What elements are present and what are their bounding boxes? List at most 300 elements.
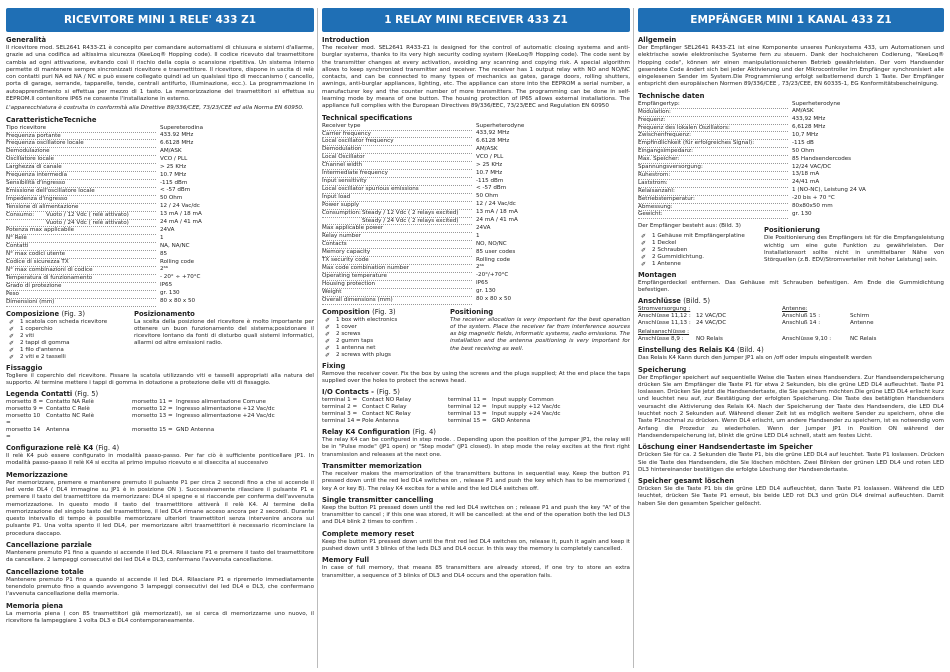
component-label: 2 gumm taps xyxy=(336,337,374,344)
spec-row xyxy=(322,225,630,233)
spec-value: 12 / 24 Vac/dc xyxy=(476,201,516,208)
terminal-cell: terminal 13 = xyxy=(448,411,487,418)
connection-cell: Anschlüsse 11,13 : xyxy=(638,320,691,327)
section-title: Positioning xyxy=(450,307,494,316)
memorization-text: Per memorizzare, premere e mantenere premuto il pulsante P1 per circa 2 secondi fino a che si accende il led verde DL4 ( DL4 immagine su JP1 è in posizione ON ). Successivamente rilasciare il pulsante P1 e premere il tasto del trasmettitore da memorizzare: DL4 si spegne e si riaccende per conferma dell'avvenuta memorizzazione. In questo modo il tasto del trasmettitore attiverà il relè K4. Al termine della memorizzazione del singolo tasto del trasmettitore, il led DL4 rimane acceso ancora per 2 secondi. Durante questo intervallo di tempo è possibile memorizzare ulteriori trasmettitori senza intervenire ancora sul pulsante P1. Una volta spento il led DL4, per memorizzare altri trasmettitori è necessario ricominciare la procedura daccapo. xyxy=(6,479,314,537)
spec-label: Zwischenfrequenz: xyxy=(638,132,788,140)
terminal-cell: morsetto 12 = xyxy=(132,406,173,413)
connection-cell: Anschlüsse 8,9 : xyxy=(638,336,684,343)
component-label: 1 scatola con scheda ricevitore xyxy=(20,318,108,325)
section-title: I/O Contacts - xyxy=(322,388,374,397)
spec-row xyxy=(6,140,314,148)
spec-row xyxy=(638,187,944,195)
section-title: Generalità xyxy=(6,36,47,44)
connection-cell: 24 VAC/DC xyxy=(696,320,727,327)
spec-value: 50 Ohm xyxy=(160,195,183,202)
parts-intro: Der Empfänger besteht aus: (Bild. 3) xyxy=(638,223,741,230)
spec-label: Oscillatore locale xyxy=(6,156,156,164)
spec-row xyxy=(6,274,314,282)
spec-label: N° max combinazioni di codice xyxy=(6,266,156,274)
spec-label xyxy=(6,219,156,227)
spec-value: AM/ASK xyxy=(160,147,182,154)
terminal-cell: Contact C Relay xyxy=(362,404,407,411)
spec-row xyxy=(322,249,630,257)
antenna-heading: Antenne: xyxy=(782,306,808,313)
component-label: 1 Gehäuse mit Empfängerplatine xyxy=(652,232,745,239)
spec-row xyxy=(6,243,314,251)
spec-value: Rolling code xyxy=(160,258,195,265)
spec-row xyxy=(638,108,944,116)
composition-block xyxy=(6,307,314,361)
spec-value: -20 bis + 70 °C xyxy=(792,195,835,202)
spec-label: Channel width xyxy=(322,162,472,170)
spec-value: -115 dBm xyxy=(160,179,188,186)
complete-reset-text: Keep the button P1 pressed down until the first red led DL4 switches on, release it, push it again and keep it pushed down until 3 blinks of the leds DL3 and DL4 occur. In this way the memory is completely cancelled. xyxy=(322,538,630,553)
spec-value: 13 mA / 18 mA xyxy=(160,211,202,218)
terminal-cell: terminal 11 = xyxy=(448,397,487,404)
positioning-text: The receiver allocation is very important for the best operation of the system. Place the receiver far from interference sources as big magnetic fields, informatic systems, radio emissions. The installation and the antenna positioning is very important for the best receiving as well. xyxy=(450,316,630,352)
spec-value: 10.7 MHz xyxy=(160,171,187,178)
component-item xyxy=(6,340,126,347)
figure-ref: (Fig. 4) xyxy=(412,428,436,437)
figure-ref: (Fig. 3) xyxy=(61,309,86,318)
spec-label: Local oscillator frequency xyxy=(322,138,472,146)
terminal-cell: GND Antenna xyxy=(492,418,531,425)
terminal-cell: Input supply +12 Vac/dc xyxy=(492,404,561,411)
pen-icon: ✐ xyxy=(324,337,331,345)
column-german xyxy=(638,8,944,668)
section-title: Speicherung xyxy=(638,365,687,374)
terminal-row xyxy=(322,397,630,404)
banner-italian: RICEVITORE MINI 1 RELE' 433 Z1 xyxy=(6,8,314,32)
spec-row xyxy=(322,272,630,280)
connection-row xyxy=(638,313,944,320)
terminal-cell: Contatto NA Relè xyxy=(46,399,94,406)
spec-label: Max applicable power xyxy=(322,225,472,233)
spec-label: Input sensitivity xyxy=(322,178,472,186)
component-item xyxy=(322,331,442,338)
spec-label: Demodulation xyxy=(322,146,472,154)
spec-label: Frequenza intermedia xyxy=(6,172,156,180)
component-item xyxy=(322,317,442,324)
conformity-text: L'apparecchiatura è costruita in conformità alla Direttive 89/336/CEE, 73/23/CEE ed alla Norma EN 60950. xyxy=(6,105,304,112)
spec-value: -115 dB xyxy=(792,139,814,146)
spec-label: Demodulazione xyxy=(6,148,156,156)
section-title: Complete memory reset xyxy=(322,529,415,538)
figure-ref: (Fig. 5) xyxy=(74,390,99,399)
connection-row xyxy=(638,320,944,327)
connection-cell: Anschlüsse 11,12 : xyxy=(638,313,691,320)
component-label: 1 coperchio xyxy=(20,325,53,332)
spec-row xyxy=(322,170,630,178)
delete-key-text: Drücken Sie für ca. 2 Sekunden die Taste P1, bis die grüne LED DL4 auf leuchtet. Taste P1 loslassen. Drücken Sie die Taste des Handsenders, die Sie löschen möchten. Zwei Blinken der grünen LED DL4 und roten LED DL3 hintereinander bestätigen die erfolgte Löschung der Handsendertaste. xyxy=(638,452,944,473)
spec-label: Dimensioni (mm) xyxy=(6,298,156,306)
memory-full-text: La memoria piena ( con 85 trasmettitori già memorizzati), se si cerca di memorizzarne uno nuovo, il ricevitore fa lampeggiare 1 volta DL3 e DL4 contemporaneamente. xyxy=(6,610,314,624)
column-divider xyxy=(317,8,318,668)
terminal-cell: terminal 2 = xyxy=(322,404,358,411)
spec-label: Impedenza d'ingresso xyxy=(6,195,156,203)
pen-icon: ✐ xyxy=(324,323,331,331)
spec-value: 50 Ohm xyxy=(792,147,815,154)
pen-icon: ✐ xyxy=(640,232,647,240)
spec-value: AM/ASK xyxy=(792,108,814,115)
general-text: Il ricevitore mod. SEL2641 R433-Z1 è concepito per comandare automatismi di chiusura e sistemi d'allarme, grazie ad una codifica ad altissima sicurezza (KeeLoq® Hopping code). Il codice ricevuto dal trasmettitore cambia ad ogni attivazione, evitando così il rischio della copia o scansione ripetitiva. Un sistema interno permette di mantenere sempre sincronizzati ricevitore e trasmettitore. Il ricevitore, dispone in uscita di relè con contatti puri NA ed NA / NC e può essere collegato quindi ad un qualsiasi tipo di meccanismo ( cancello, porta di garage, serrande, tapparelle, tende, centrali antifurto, illuminazione, ecc.). La programmazione in autoapprendimento si effettua per mezzo di 1 tasto. La memorizzazione dei trasmettitori si effettua su EEPROM.Il contenitore IP65 ne consente l'installazione in esterno. xyxy=(6,45,314,103)
component-label: 2 tappi di gomma xyxy=(20,339,70,346)
connection-cell: Anschluß 15 : xyxy=(782,313,821,320)
spec-label: Betriebstemperatur: xyxy=(638,195,788,203)
component-item xyxy=(322,352,442,359)
spec-row xyxy=(6,298,314,306)
section-title: Positionierung xyxy=(764,226,820,235)
section-title: Allgemein xyxy=(638,36,677,44)
component-item xyxy=(6,354,126,361)
spec-row xyxy=(6,180,314,188)
spec-value: 50 Ohm xyxy=(476,193,499,200)
terminal-cell: Ingresso alimentazione Comune xyxy=(176,399,266,406)
spec-value: Rolling code xyxy=(476,256,511,263)
spec-value: VCO / PLL xyxy=(476,153,504,160)
spec-value: 24VA xyxy=(160,226,175,233)
terminal-row xyxy=(322,411,630,418)
spec-label: Weight xyxy=(322,288,472,296)
spec-label: Laststrom: xyxy=(638,179,788,187)
component-label: 2 screws xyxy=(336,330,361,337)
spec-row xyxy=(322,193,630,201)
spec-row xyxy=(638,148,944,156)
spec-row xyxy=(322,154,630,162)
positioning-text: La scelta della posizione del ricevitore è molto importante per ottenere un buon funzionamento del sistema;posizionare il ricevitore lontano da fonti di disturbo quali sistemi informatici, allarmi od altre emissioni radio. xyxy=(134,318,314,347)
spec-value: 85 user codes xyxy=(476,248,516,255)
consumption-condition: Steady / 24 Vdc ( 2 relays excited) xyxy=(362,217,459,224)
spec-value: 24/41 mA xyxy=(792,179,820,186)
spec-row xyxy=(322,123,630,130)
pen-icon: ✐ xyxy=(640,253,647,261)
spec-label: Input load xyxy=(322,193,472,201)
spec-row xyxy=(638,171,944,179)
spec-label: Empfängertyp: xyxy=(638,101,788,108)
spec-label: Abmessung: xyxy=(638,203,788,211)
spec-label: Frequenz des lokalen Oszillators: xyxy=(638,124,788,132)
spec-label: Relaisanzahl: xyxy=(638,187,788,195)
spec-value: < -57 dBm xyxy=(476,185,507,192)
total-cancel-text: Mantenere premuto P1 fino a quando si accende il led DL4. Rilasciare P1 e ripremerlo immediatamente tenendolo premuto fino a quando avvengono 3 lampeggi consecutivi dei led DL4 e DL3, che confermano l'avvenuta cancellazione della memoria. xyxy=(6,576,314,598)
spec-label: Spannungsversorgung: xyxy=(638,164,788,172)
spec-label: Peso xyxy=(6,290,156,298)
spec-row xyxy=(638,164,944,172)
terminal-cell: terminal 3 = xyxy=(322,411,358,418)
component-label: 1 filo d'antenna xyxy=(20,346,64,353)
spec-row xyxy=(6,290,314,298)
pen-icon: ✐ xyxy=(8,325,15,333)
banner-english: 1 RELAY MINI RECEIVER 433 Z1 xyxy=(322,8,630,32)
spec-value: 2⁶⁶ xyxy=(476,264,485,271)
terminal-cell: morsetto 9 = xyxy=(6,406,44,413)
spec-value: 433,92 MHz xyxy=(792,116,826,123)
spec-row xyxy=(322,264,630,272)
terminal-row xyxy=(322,404,630,411)
pen-icon: ✐ xyxy=(8,353,15,361)
spec-row xyxy=(6,203,314,211)
pen-icon: ✐ xyxy=(8,346,15,354)
spec-value: 1 xyxy=(476,232,480,239)
spec-value: 80x80x50 mm xyxy=(792,203,833,210)
section-title: Configurazione relè K4 xyxy=(6,444,94,453)
component-item xyxy=(638,240,756,247)
component-item xyxy=(638,261,756,268)
spec-row xyxy=(322,280,630,288)
terminal-cell: morsetto 11 = xyxy=(132,399,173,406)
figure-ref: (Fig. 4) xyxy=(95,444,120,453)
composition-block xyxy=(322,305,630,359)
terminal-cell: morsetto 14 = xyxy=(6,427,41,441)
spec-row xyxy=(638,101,944,108)
terminal-cell: Ingresso alimentazione +12 Vac/dc xyxy=(176,406,275,413)
spec-row xyxy=(6,132,314,140)
spec-label: Local oscillator spurious emissions xyxy=(322,185,472,193)
partial-cancel-text: Mantenere premuto P1 fino a quando si accende il led DL4. Rilasciare P1 e premere il tasto del trasmettitore da cancellare. 2 lampeggi consecutivi dei led DL4 e DL3, confermano l'avvenuta cancellazione. xyxy=(6,550,314,564)
mounting-text: Empfängerdeckel entfernen. Das Gehäuse mit Schrauben befestigen. Am Ende die Gummidichtung befestigen. xyxy=(638,279,944,293)
spec-row xyxy=(638,195,944,203)
component-label: 2 Schrauben xyxy=(652,246,688,253)
consumption-row xyxy=(322,209,630,217)
pen-icon: ✐ xyxy=(324,351,331,359)
component-item xyxy=(6,319,126,326)
connection-cell: Antenne xyxy=(850,320,874,327)
spec-row xyxy=(638,211,944,219)
general-text: Der Empfänger SEL2641 R433-Z1 ist eine Komponente unseres Funksystems 433, um Automationen und elektrische sowie elektronische Systeme fern zu steuern. Dank der hochsicheren Codierung, "KeeLoq® Hopping code", können wir einen manipulationssicheren Betrieb gewährleisten. Der vom Handsender gesendete Code ändert sich bei jeder Aktivierung und der Mikrocontroller im Empfänger synchronisiert alle eingelesenen Sender im System.Die Programmierung erfolgt selbstlernend durch 1 Taste. Der Empfänger entspricht den europäischen Normen 89/336/CEE , 73/23/CEE, EN 60335-1, EG Konformitätsbescheinigung. xyxy=(638,45,944,88)
pen-icon: ✐ xyxy=(324,330,331,338)
section-title: Memory Full xyxy=(322,556,370,565)
single-cancel-text: Keep the button P1 pressed down until the red led DL4 switches on ; release P1 and push the key "A" of the transmitter to cancel ; if this one was stored, it will be cancelled: at the end of the operation both the led DL3 and DL4 blink 2 times to confirm . xyxy=(322,504,630,526)
terminal-cell: Ingresso alimentazione +24 Vac/dc xyxy=(176,413,275,420)
spec-label: Grado di protezione xyxy=(6,282,156,290)
component-label: 2 viti xyxy=(20,332,34,339)
spec-value: NO, NO/NC xyxy=(476,240,507,247)
spec-row xyxy=(638,124,944,132)
component-label: 2 viti e 2 tasselli xyxy=(20,353,66,360)
spec-value: -115 dBm xyxy=(476,177,504,184)
terminal-cell: Contact NC Relay xyxy=(362,411,411,418)
spec-label: Larghezza di canale xyxy=(6,164,156,172)
section-title: Memorizzazione xyxy=(6,470,68,479)
fixing-text: Togliere il coperchio del ricevitore. Fissare la scatola utilizzando viti e tasselli appropriati alla natura del supporto. Al termine mettere i tappi di gomma in dotazione a protezione delle viti di fissaggio. xyxy=(6,372,314,386)
consumption-condition: Steady / 12 Vdc ( 2 relays excited) xyxy=(362,209,459,216)
consumption-condition: Vuoto / 12 Vdc ( relè attivato) xyxy=(46,211,129,218)
connection-cell: 12 VAC/DC xyxy=(696,313,727,320)
spec-row xyxy=(638,116,944,124)
spec-value: 433,92 MHz xyxy=(476,130,510,137)
connection-cell: Anschluß 14 : xyxy=(782,320,821,327)
spec-value: 80 x 80 x 50 xyxy=(476,296,512,303)
section-title: Technical specifications xyxy=(322,113,413,122)
spec-row xyxy=(322,296,630,304)
component-label: 1 Deckel xyxy=(652,239,677,246)
section-title: Cancellazione parziale xyxy=(6,541,92,550)
spec-value: > 25 KHz xyxy=(160,163,187,170)
terminal-row xyxy=(6,413,314,427)
parts-block xyxy=(638,223,944,267)
spec-value: 12/24 VAC/DC xyxy=(792,163,832,170)
section-title: CaratteristicheTecniche xyxy=(6,115,97,124)
spec-row xyxy=(322,130,630,138)
intro-text: The receiver mod. SEL2641 R433-Z1 is designed for the control of automatic closing systems and anti-burglar systems, thanks to its very high security coding system (KeeLoq® Hopping code). The code sent by the transmitter changes at every activation, avoiding any scanning and copying risk. A special algorithm allows to keep synchronized transmitter and receiver. The receiver has 1 output relay with NO and NO/NC contacts, and can be connected to many types of mechanics as gates, garage doors, rolling shutters, awnings, anti-burglar appliances, lighting, etc. The appliance can store into the EEPROM a serial number, a manufacturer key and the counter number of more transmitters. The programming can be done in self-learning mode by means of one button. The housing protection of IP65 allows external installations. The appliance full complies with the European Directives 89/336/EEC, 73/23/EEC and Regulation EN 60950 xyxy=(322,45,630,110)
terminal-legend xyxy=(322,397,630,425)
spec-label: Carrier frequency xyxy=(322,130,472,138)
spec-value: 85 Handsendercodes xyxy=(792,155,852,162)
component-label: 1 cover xyxy=(336,323,357,330)
spec-row xyxy=(6,195,314,203)
terminal-cell: terminal 14 = xyxy=(322,418,361,425)
spec-label: Frequenza portante xyxy=(6,132,156,140)
positioning-text: Die Positionierung des Empfängers ist für die Empfangsleistung wichtig um eine gute Funktion zu gewährleisten. Der Installationsort sollte nicht in unmittelbarer Nähe von Störquellen (z.B. EDV/Stromverteiler mit hoher Leistung) sein. xyxy=(764,235,944,264)
memory-full-text: In case of full memory, that means 85 transmitters are already stored, if one try to store an extra transmitter, a sequence of 3 blinks of DL3 and DL4 occurs and the operation fails. xyxy=(322,565,630,579)
spec-value: -20°/+70°C xyxy=(476,272,509,279)
column-italian xyxy=(6,8,314,668)
figure-ref: (Bild. 5) xyxy=(683,297,710,306)
spec-label: Local Oscillator xyxy=(322,154,472,162)
spec-value: 433.92 MHz xyxy=(160,132,194,139)
connection-row xyxy=(638,336,944,343)
consumption-condition: Vuoto / 24 Vdc ( relè attivato) xyxy=(46,219,129,226)
spec-label: Overall dimensions (mm) xyxy=(322,296,472,304)
spec-value: 24 mA / 41 mA xyxy=(160,219,202,226)
terminal-cell: morsetto 15 = xyxy=(132,427,173,434)
figure-ref: (Bild. 4) xyxy=(737,346,764,355)
component-item xyxy=(322,324,442,331)
spec-value: 6.6128 MHz xyxy=(476,137,510,144)
component-item xyxy=(638,254,756,261)
spec-value: < -57 dBm xyxy=(160,187,191,194)
spec-value: 13 mA / 18 mA xyxy=(476,209,518,216)
spec-label: Gewicht: xyxy=(638,211,788,219)
section-title: Einstellung des Relais K4 xyxy=(638,346,735,355)
component-item xyxy=(322,345,442,352)
spec-value: 80 x 80 x 50 xyxy=(160,298,196,305)
spec-row xyxy=(638,140,944,148)
spec-row xyxy=(6,164,314,172)
pen-icon: ✐ xyxy=(324,316,331,324)
spec-value: 85 xyxy=(160,250,168,257)
relay-heading: Relaisanschlüsse : xyxy=(638,329,690,336)
section-title: Technische daten xyxy=(638,91,705,100)
terminal-cell: morsetto 8 = xyxy=(6,399,44,406)
spec-label: Emissione dell'oscillatore locale xyxy=(6,187,156,195)
terminal-cell: GND Antenna xyxy=(176,427,215,434)
spec-row xyxy=(6,282,314,290)
spec-table xyxy=(6,125,314,307)
terminal-cell: morsetto 10 = xyxy=(6,413,41,427)
consumption-label: Consumo: xyxy=(6,211,35,218)
spec-row xyxy=(322,146,630,154)
terminal-cell: Contatto C Relè xyxy=(46,406,90,413)
terminal-cell: Pole Antenna xyxy=(362,418,399,425)
spec-value: IP65 xyxy=(160,282,173,289)
spec-label: Tensione di alimentazione xyxy=(6,203,156,211)
spec-value: 12 / 24 Vac/dc xyxy=(160,203,200,210)
component-label: 1 box with electronics xyxy=(336,316,398,323)
spec-label: Sensibilità d'ingresso xyxy=(6,180,156,188)
section-title: Speicher gesamt löschen xyxy=(638,477,735,486)
spec-label: Contacts xyxy=(322,241,472,249)
spec-label: Operating temperature xyxy=(322,272,472,280)
spec-label: N° Relè xyxy=(6,235,156,243)
section-title: Posizionamento xyxy=(134,309,195,318)
section-title: Fissaggio xyxy=(6,363,43,372)
consumption-row xyxy=(6,211,314,219)
section-title: Anschlüsse xyxy=(638,297,681,306)
spec-value: NA, NA/NC xyxy=(160,242,190,249)
figure-ref: (Fig. 3) xyxy=(372,307,396,316)
terminal-cell: terminal 15 = xyxy=(448,418,487,425)
spec-row xyxy=(6,172,314,180)
figure-ref: (Fig. 5) xyxy=(376,388,400,397)
component-label: 1 antenna net xyxy=(336,344,376,351)
spec-label: Power supply xyxy=(322,201,472,209)
section-title: Introduction xyxy=(322,36,370,44)
pen-icon: ✐ xyxy=(8,318,15,326)
k4-text: Das Relais K4 Kann durch den Jumper JP1 als on /off oder impuls eingestellt werden xyxy=(638,355,872,362)
terminal-cell: Input supply Common xyxy=(492,397,554,404)
spec-label: Tipo ricevitore xyxy=(6,125,156,132)
section-title: Memoria piena xyxy=(6,601,63,610)
spec-value: gr. 130 xyxy=(792,210,812,217)
consumption-label: Consumption: xyxy=(322,209,361,216)
pen-icon: ✐ xyxy=(640,246,647,254)
spec-label: Receiver type xyxy=(322,123,472,130)
spec-value: Supereterodina xyxy=(160,124,204,131)
spec-label: Housing protection xyxy=(322,280,472,288)
spec-label: TX security code xyxy=(322,257,472,265)
section-title: Transmitter memorization xyxy=(322,462,422,470)
column-divider xyxy=(633,8,634,668)
connection-cell: NO Relais xyxy=(696,336,723,343)
spec-row xyxy=(6,187,314,195)
spec-value: 10.7 MHz xyxy=(476,169,503,176)
spec-row xyxy=(322,233,630,241)
component-label: 1 Antenne xyxy=(652,260,681,267)
fixing-text: Remove the receiver cover. Fix the box by using the screws and the plugs supplied; At the end place the taps supplied over the holes to protect the screws head. xyxy=(322,370,630,384)
spec-row xyxy=(6,227,314,235)
spec-label: Empfindlichkeit (für erfolgreiches Signal): xyxy=(638,140,788,148)
terminal-row xyxy=(322,418,630,425)
spec-row xyxy=(6,266,314,274)
consumption-row xyxy=(6,219,314,227)
spec-label: Temperatura di funzionamento xyxy=(6,274,156,282)
section-title: Relay K4 Configuration xyxy=(322,428,410,437)
spec-label xyxy=(6,211,156,219)
spec-value: Superheterodyne xyxy=(476,122,525,129)
pen-icon: ✐ xyxy=(8,332,15,340)
spec-label: Frequenz: xyxy=(638,116,788,124)
spec-table xyxy=(322,123,630,305)
terminal-cell: morsetto 13 = xyxy=(132,413,173,420)
spec-row xyxy=(6,148,314,156)
spec-row xyxy=(638,179,944,187)
terminal-legend xyxy=(6,399,314,441)
spec-row xyxy=(6,251,314,259)
spec-row xyxy=(322,178,630,186)
connection-cell: Schirm xyxy=(850,313,870,320)
component-item xyxy=(6,326,126,333)
spec-value: 6,6128 MHz xyxy=(792,124,826,130)
spec-label: Max. Speicher: xyxy=(638,156,788,164)
spec-row xyxy=(322,201,630,209)
connection-list xyxy=(638,313,944,327)
terminal-cell: terminal 1 = xyxy=(322,397,358,404)
terminal-cell: Input supply +24 Vac/dc xyxy=(492,411,561,418)
terminal-cell: Contatto NC Relè xyxy=(46,413,95,420)
terminal-cell: Antenna xyxy=(46,427,70,434)
